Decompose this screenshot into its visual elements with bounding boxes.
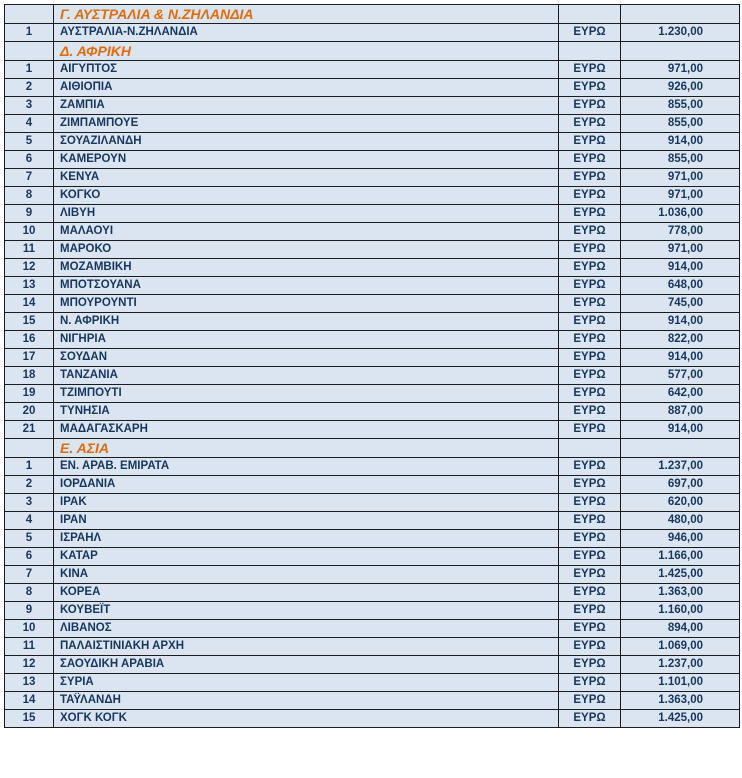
row-number: 16 xyxy=(5,331,54,349)
country-name: ΖΙΜΠΑΜΠΟΥΕ xyxy=(54,115,559,133)
section-header-row xyxy=(5,439,740,458)
table-row xyxy=(5,403,740,421)
currency-label: ΕΥΡΩ xyxy=(559,476,621,494)
country-name: Ν. ΑΦΡΙΚΗ xyxy=(54,313,559,331)
allowance-amount: 914,00 xyxy=(621,421,740,439)
currency-label: ΕΥΡΩ xyxy=(559,385,621,403)
table-row xyxy=(5,385,740,403)
country-name: ΚΟΡΕΑ xyxy=(54,584,559,602)
allowance-amount: 971,00 xyxy=(621,187,740,205)
country-name: ΙΣΡΑΗΛ xyxy=(54,530,559,548)
row-number: 12 xyxy=(5,259,54,277)
country-name: ΚΙΝΑ xyxy=(54,566,559,584)
currency-label: ΕΥΡΩ xyxy=(559,512,621,530)
table-row xyxy=(5,349,740,367)
row-number: 19 xyxy=(5,385,54,403)
row-number: 8 xyxy=(5,187,54,205)
table-row xyxy=(5,512,740,530)
allowance-amount: 1.237,00 xyxy=(621,458,740,476)
row-number: 18 xyxy=(5,367,54,385)
table-row xyxy=(5,710,740,728)
section-number-cell xyxy=(5,439,54,458)
currency-label: ΕΥΡΩ xyxy=(559,421,621,439)
allowance-amount: 1.363,00 xyxy=(621,692,740,710)
row-number: 10 xyxy=(5,620,54,638)
currency-label: ΕΥΡΩ xyxy=(559,349,621,367)
row-number: 15 xyxy=(5,710,54,728)
country-name: ΣΥΡΙΑ xyxy=(54,674,559,692)
row-number: 6 xyxy=(5,151,54,169)
country-name: ΚΑΜΕΡΟΥΝ xyxy=(54,151,559,169)
table-row xyxy=(5,656,740,674)
currency-label: ΕΥΡΩ xyxy=(559,133,621,151)
row-number: 5 xyxy=(5,133,54,151)
section-currency-cell xyxy=(559,5,621,24)
currency-label: ΕΥΡΩ xyxy=(559,187,621,205)
allowance-amount: 577,00 xyxy=(621,367,740,385)
country-name: ΤΑΝΖΑΝΙΑ xyxy=(54,367,559,385)
currency-label: ΕΥΡΩ xyxy=(559,241,621,259)
row-number: 13 xyxy=(5,277,54,295)
allowance-amount: 914,00 xyxy=(621,313,740,331)
country-name: ΑΥΣΤΡΑΛΙΑ-Ν.ΖΗΛΑΝΔΙΑ xyxy=(54,24,559,42)
currency-label: ΕΥΡΩ xyxy=(559,115,621,133)
country-name: ΙΟΡΔΑΝΙΑ xyxy=(54,476,559,494)
row-number: 6 xyxy=(5,548,54,566)
country-name: ΚΕΝΥΑ xyxy=(54,169,559,187)
row-number: 4 xyxy=(5,115,54,133)
allowance-amount: 894,00 xyxy=(621,620,740,638)
table-row xyxy=(5,259,740,277)
currency-label: ΕΥΡΩ xyxy=(559,61,621,79)
table-row xyxy=(5,97,740,115)
section-amount-cell xyxy=(621,5,740,24)
allowance-amount: 914,00 xyxy=(621,133,740,151)
section-amount-cell xyxy=(621,439,740,458)
currency-label: ΕΥΡΩ xyxy=(559,566,621,584)
section-title: Γ. ΑΥΣΤΡΑΛΙΑ & Ν.ΖΗΛΑΝΔΙΑ xyxy=(54,5,559,24)
allowance-amount: 1.425,00 xyxy=(621,710,740,728)
allowance-amount: 887,00 xyxy=(621,403,740,421)
row-number: 20 xyxy=(5,403,54,421)
allowance-amount: 946,00 xyxy=(621,530,740,548)
row-number: 3 xyxy=(5,97,54,115)
allowance-amount: 1.425,00 xyxy=(621,566,740,584)
country-name: ΙΡΑΝ xyxy=(54,512,559,530)
allowance-amount: 620,00 xyxy=(621,494,740,512)
table-row xyxy=(5,458,740,476)
currency-label: ΕΥΡΩ xyxy=(559,205,621,223)
table-row xyxy=(5,187,740,205)
allowance-amount: 642,00 xyxy=(621,385,740,403)
section-amount-cell xyxy=(621,42,740,61)
currency-label: ΕΥΡΩ xyxy=(559,620,621,638)
currency-label: ΕΥΡΩ xyxy=(559,710,621,728)
row-number: 5 xyxy=(5,530,54,548)
country-name: ΜΠΟΤΣΟΥΑΝΑ xyxy=(54,277,559,295)
currency-label: ΕΥΡΩ xyxy=(559,277,621,295)
country-name: ΜΑΡΟΚΟ xyxy=(54,241,559,259)
allowance-amount: 822,00 xyxy=(621,331,740,349)
table-row xyxy=(5,205,740,223)
section-header-row xyxy=(5,42,740,61)
table-row xyxy=(5,61,740,79)
country-name: ΛΙΒΑΝΟΣ xyxy=(54,620,559,638)
currency-label: ΕΥΡΩ xyxy=(559,530,621,548)
table-row xyxy=(5,277,740,295)
table-row xyxy=(5,476,740,494)
section-number-cell xyxy=(5,42,54,61)
country-name: ΝΙΓΗΡΙΑ xyxy=(54,331,559,349)
country-name: ΜΑΛΑΟΥΙ xyxy=(54,223,559,241)
currency-label: ΕΥΡΩ xyxy=(559,494,621,512)
table-row xyxy=(5,241,740,259)
allowance-amount: 926,00 xyxy=(621,79,740,97)
allowance-amount: 697,00 xyxy=(621,476,740,494)
table-row xyxy=(5,674,740,692)
country-name: ΛΙΒΥΗ xyxy=(54,205,559,223)
country-name: ΙΡΑΚ xyxy=(54,494,559,512)
row-number: 7 xyxy=(5,169,54,187)
currency-label: ΕΥΡΩ xyxy=(559,674,621,692)
row-number: 1 xyxy=(5,61,54,79)
table-row xyxy=(5,313,740,331)
currency-label: ΕΥΡΩ xyxy=(559,151,621,169)
row-number: 8 xyxy=(5,584,54,602)
allowance-amount: 1.230,00 xyxy=(621,24,740,42)
country-name: ΕΝ. ΑΡΑΒ. ΕΜΙΡΑΤΑ xyxy=(54,458,559,476)
row-number: 12 xyxy=(5,656,54,674)
country-name: ΖΑΜΠΙΑ xyxy=(54,97,559,115)
allowance-amount: 1.166,00 xyxy=(621,548,740,566)
table-row xyxy=(5,331,740,349)
currency-label: ΕΥΡΩ xyxy=(559,548,621,566)
table-row xyxy=(5,421,740,439)
currency-label: ΕΥΡΩ xyxy=(559,584,621,602)
table-row xyxy=(5,620,740,638)
section-currency-cell xyxy=(559,439,621,458)
allowance-amount: 745,00 xyxy=(621,295,740,313)
country-name: ΤΑΫΛΑΝΔΗ xyxy=(54,692,559,710)
country-name: ΣΑΟΥΔΙΚΗ ΑΡΑΒΙΑ xyxy=(54,656,559,674)
allowance-table-body xyxy=(5,5,740,728)
country-name: ΑΙΓΥΠΤΟΣ xyxy=(54,61,559,79)
currency-label: ΕΥΡΩ xyxy=(559,223,621,241)
country-name: ΚΟΓΚΟ xyxy=(54,187,559,205)
allowance-amount: 480,00 xyxy=(621,512,740,530)
row-number: 1 xyxy=(5,458,54,476)
table-row xyxy=(5,115,740,133)
currency-label: ΕΥΡΩ xyxy=(559,602,621,620)
row-number: 7 xyxy=(5,566,54,584)
country-name: ΣΟΥΔΑΝ xyxy=(54,349,559,367)
section-title: Ε. ΑΣΙΑ xyxy=(54,439,559,458)
row-number: 14 xyxy=(5,295,54,313)
row-number: 2 xyxy=(5,79,54,97)
allowance-table xyxy=(4,4,740,728)
section-title: Δ. ΑΦΡΙΚΗ xyxy=(54,42,559,61)
row-number: 15 xyxy=(5,313,54,331)
allowance-amount: 914,00 xyxy=(621,349,740,367)
row-number: 9 xyxy=(5,602,54,620)
currency-label: ΕΥΡΩ xyxy=(559,169,621,187)
table-row xyxy=(5,151,740,169)
allowance-amount: 1.101,00 xyxy=(621,674,740,692)
allowance-amount: 855,00 xyxy=(621,115,740,133)
allowance-amount: 1.237,00 xyxy=(621,656,740,674)
country-name: ΤΖΙΜΠΟΥΤΙ xyxy=(54,385,559,403)
currency-label: ΕΥΡΩ xyxy=(559,24,621,42)
row-number: 11 xyxy=(5,638,54,656)
table-row xyxy=(5,79,740,97)
currency-label: ΕΥΡΩ xyxy=(559,638,621,656)
row-number: 3 xyxy=(5,494,54,512)
currency-label: ΕΥΡΩ xyxy=(559,259,621,277)
allowance-amount: 971,00 xyxy=(621,169,740,187)
row-number: 4 xyxy=(5,512,54,530)
allowance-amount: 1.069,00 xyxy=(621,638,740,656)
currency-label: ΕΥΡΩ xyxy=(559,692,621,710)
allowance-amount: 914,00 xyxy=(621,259,740,277)
allowance-amount: 971,00 xyxy=(621,241,740,259)
currency-label: ΕΥΡΩ xyxy=(559,97,621,115)
country-name: ΑΙΘΙΟΠΙΑ xyxy=(54,79,559,97)
currency-label: ΕΥΡΩ xyxy=(559,79,621,97)
country-name: ΧΟΓΚ ΚΟΓΚ xyxy=(54,710,559,728)
section-header-row xyxy=(5,5,740,24)
row-number: 9 xyxy=(5,205,54,223)
allowance-amount: 1.036,00 xyxy=(621,205,740,223)
country-name: ΚΟΥΒΕΪΤ xyxy=(54,602,559,620)
currency-label: ΕΥΡΩ xyxy=(559,331,621,349)
table-row xyxy=(5,133,740,151)
table-row xyxy=(5,24,740,42)
section-number-cell xyxy=(5,5,54,24)
allowance-amount: 855,00 xyxy=(621,151,740,169)
country-name: ΜΑΔΑΓΑΣΚΑΡΗ xyxy=(54,421,559,439)
table-row xyxy=(5,169,740,187)
currency-label: ΕΥΡΩ xyxy=(559,656,621,674)
table-row xyxy=(5,692,740,710)
table-row xyxy=(5,295,740,313)
row-number: 14 xyxy=(5,692,54,710)
allowance-amount: 971,00 xyxy=(621,61,740,79)
currency-label: ΕΥΡΩ xyxy=(559,295,621,313)
table-row xyxy=(5,223,740,241)
table-row xyxy=(5,638,740,656)
country-name: ΜΠΟΥΡΟΥΝΤΙ xyxy=(54,295,559,313)
country-name: ΣΟΥΑΖΙΛΑΝΔΗ xyxy=(54,133,559,151)
currency-label: ΕΥΡΩ xyxy=(559,313,621,331)
table-row xyxy=(5,602,740,620)
currency-label: ΕΥΡΩ xyxy=(559,403,621,421)
row-number: 17 xyxy=(5,349,54,367)
table-row xyxy=(5,548,740,566)
allowance-amount: 1.363,00 xyxy=(621,584,740,602)
country-name: ΠΑΛΑΙΣΤΙΝΙΑΚΗ ΑΡΧΗ xyxy=(54,638,559,656)
row-number: 10 xyxy=(5,223,54,241)
allowance-amount: 778,00 xyxy=(621,223,740,241)
allowance-amount: 1.160,00 xyxy=(621,602,740,620)
table-row xyxy=(5,584,740,602)
table-row xyxy=(5,494,740,512)
country-name: ΚΑΤΑΡ xyxy=(54,548,559,566)
country-name: ΤΥΝΗΣΙΑ xyxy=(54,403,559,421)
table-row xyxy=(5,530,740,548)
allowance-amount: 648,00 xyxy=(621,277,740,295)
table-row xyxy=(5,367,740,385)
row-number: 1 xyxy=(5,24,54,42)
country-name: ΜΟΖΑΜΒΙΚΗ xyxy=(54,259,559,277)
allowance-amount: 855,00 xyxy=(621,97,740,115)
table-row xyxy=(5,566,740,584)
row-number: 13 xyxy=(5,674,54,692)
currency-label: ΕΥΡΩ xyxy=(559,458,621,476)
row-number: 2 xyxy=(5,476,54,494)
row-number: 11 xyxy=(5,241,54,259)
section-currency-cell xyxy=(559,42,621,61)
currency-label: ΕΥΡΩ xyxy=(559,367,621,385)
row-number: 21 xyxy=(5,421,54,439)
